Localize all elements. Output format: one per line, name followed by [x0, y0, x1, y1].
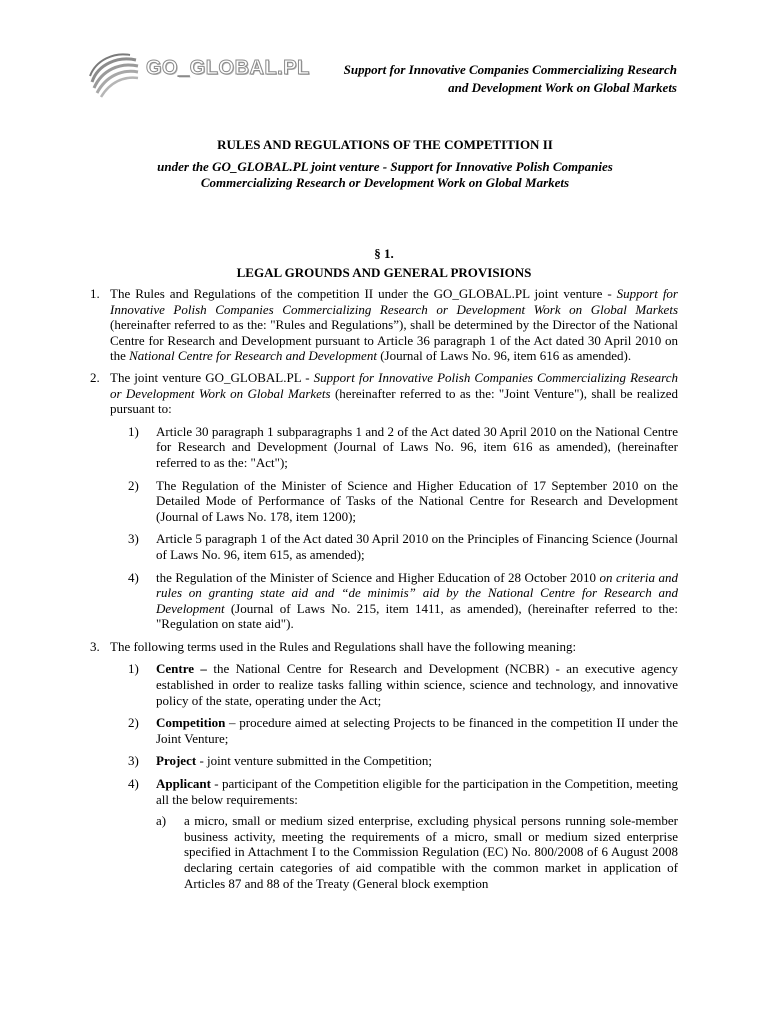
- section-number: § 1.: [374, 246, 394, 261]
- definition-text: - participant of the Competition eligible for the participation in the Competition, meeting all the below requirements:: [156, 776, 678, 807]
- requirements-list: [156, 813, 678, 891]
- item-text: Article 30 paragraph 1 subparagraphs 1 and 2 of the Act dated 30 April 2010 on the National Centre for Research and Development (Journal of Laws No. 96, item 616 as amended), (hereinafter referred to as the: "Act");: [156, 423, 678, 470]
- subtitle-line-1: under the GO_GLOBAL.PL joint venture - Support for Innovative Polish Companies: [157, 159, 613, 174]
- legal-basis-item: [110, 531, 678, 562]
- definition-text: the National Centre for Research and Development (NCBR) - an executive agency established in order to realize tasks falling within science, science and technology, and innovative policy of the state, operating under the Act;: [156, 661, 678, 708]
- item-number: 4): [128, 569, 139, 585]
- item-number: 2): [128, 715, 139, 731]
- item-text: (Journal of Laws No. 215, item 1411, as amended), (hereinafter referred to the: "Regulation on state aid").: [156, 600, 678, 632]
- legal-basis-list: [110, 424, 678, 632]
- legal-basis-item: [110, 424, 678, 471]
- document-title: RULES AND REGULATIONS OF THE COMPETITION II: [217, 137, 553, 152]
- definition-text: – procedure aimed at selecting Projects to be financed in the competition II under the Joint Venture;: [156, 715, 678, 746]
- item-number: 1): [128, 423, 139, 439]
- requirement-item: [156, 813, 678, 891]
- definition-term: Project: [156, 753, 197, 769]
- page-header: [0, 0, 770, 110]
- legal-basis-item: [110, 570, 678, 632]
- provision-text: The following terms used in the Rules and Regulations shall have the following meaning:: [110, 638, 577, 654]
- definition-term: Centre –: [156, 661, 207, 677]
- header-tagline-line-1: Support for Innovative Companies Commercializing Research: [343, 62, 677, 77]
- item-number: 2): [128, 477, 139, 493]
- definition-term: Competition: [156, 715, 226, 731]
- section-1: [90, 245, 678, 898]
- provision-text-italic: National Centre for Research and Development: [129, 348, 377, 364]
- item-text: Article 5 paragraph 1 of the Act dated 30 April 2010 on the Principles of Financing Science (Journal of Laws No. 96, item 615, as amended);: [156, 531, 678, 562]
- item-text: the Regulation of the Minister of Science and Higher Education of 28 October 2010: [156, 569, 600, 585]
- provisions-list: [90, 286, 678, 891]
- definition-text: - joint venture submitted in the Competition;: [196, 753, 432, 769]
- requirement-text: a micro, small or medium sized enterprise, excluding physical persons running sole-member business activity, meeting the requirements of a micro, small or medium sized enterprise specified in Attachment I to the Commission Regulation (EC) No. 800/2008 of 6 August 2008 declaring certain categories of aid compatible with the common market in application of Articles 87 and 88 of the Treaty (General block exemption: [184, 813, 678, 891]
- definition-term: Applicant: [156, 776, 211, 792]
- subtitle-line-2: Commercializing Research or Development Work on Global Markets: [200, 175, 570, 190]
- provision-item: [90, 370, 678, 632]
- definition-item: [110, 753, 678, 769]
- provision-number: 3.: [90, 638, 100, 654]
- item-text-italic: on criteria and rules on granting state aid and “de minimis” aid by the National Centre for Research and Development: [156, 569, 678, 616]
- definitions-list: [110, 661, 678, 891]
- item-number: 3): [128, 753, 139, 769]
- header-tagline-line-2: and Development Work on Global Markets: [448, 80, 677, 95]
- provision-text: The joint venture GO_GLOBAL.PL -: [110, 369, 314, 385]
- item-number: 1): [128, 661, 139, 677]
- provision-text-italic: Support for Innovative Polish Companies Commercializing Research or Development Work on Global Markets: [110, 286, 678, 317]
- provision-text-italic: Support for Innovative Polish Companies Commercializing Research or Development Work on Global Markets: [110, 369, 679, 401]
- provision-item: [90, 639, 678, 891]
- item-number: 3): [128, 531, 139, 547]
- item-text: The Regulation of the Minister of Science and Higher Education of 17 September 2010 on the Detailed Mode of Performance of Tasks of the National Centre for Research and Development (Journal of Laws No. 178, item 1200);: [156, 477, 678, 524]
- item-number: 4): [128, 776, 139, 792]
- definition-item: [110, 661, 678, 708]
- legal-basis-item: [110, 478, 678, 525]
- header-tagline: [257, 61, 677, 97]
- document-title-block: [90, 137, 680, 191]
- provision-number: 2.: [90, 369, 100, 385]
- item-letter: a): [156, 813, 167, 829]
- provision-text: (Journal of Laws No. 96, item 616 as amended).: [376, 348, 632, 364]
- logo-wordmark: GO_GLOBAL.PL: [146, 57, 310, 79]
- provision-number: 1.: [90, 286, 100, 301]
- definition-item: [110, 776, 678, 891]
- provision-text: (hereinafter referred to as the: "Rules and Regulations”), shall be determined by the Director of the National Centre for Research and Development pursuant to Article 36 paragraph 1 of the Act dated 30 April 2010 on the: [110, 317, 678, 364]
- definition-item: [110, 715, 678, 746]
- section-title: LEGAL GROUNDS AND GENERAL PROVISIONS: [236, 265, 532, 280]
- document-subtitle: [90, 159, 680, 191]
- provision-text: (hereinafter referred to as the: "Joint Venture"), shall be realized pursuant to:: [110, 385, 678, 417]
- provision-item: [90, 286, 678, 364]
- provision-text: The Rules and Regulations of the competition II under the GO_GLOBAL.PL joint venture -: [110, 286, 617, 301]
- globe-swoosh-icon: [88, 52, 150, 100]
